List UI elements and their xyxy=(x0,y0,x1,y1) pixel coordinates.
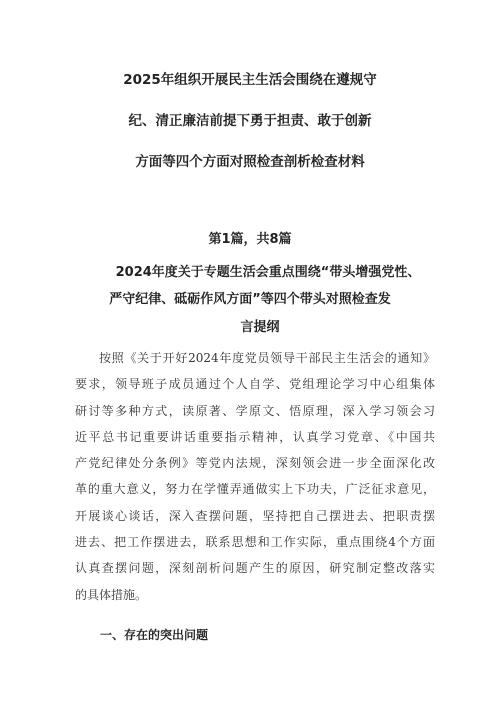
part-heading: 第1篇，共8篇 xyxy=(208,232,292,247)
body-line-8: 进去、把工作摆进去，联系思想和工作实际，重点围绕4个方面 xyxy=(75,535,435,550)
body-line-5: 产党纪律处分条例》等党内法规，深刻领会进一步全面深化改 xyxy=(75,456,435,471)
subtitle-line-3: 言提纲 xyxy=(240,320,280,335)
body-line-4: 近平总书记重要讲话重要指示精神，认真学习党章、《中国共 xyxy=(75,429,435,444)
subtitle-line-1: 2024年度关于专题生活会重点围绕“带头增强党性、 xyxy=(115,265,421,280)
body-line-2: 要求，领导班子成员通过个人自学、党组理论学习中心组集体 xyxy=(75,377,435,392)
document-title-line-1: 2025年组织开展民主生活会围绕在遵规守 xyxy=(123,72,377,88)
body-line-3: 研讨等多种方式，读原著、学原文、悟原理，深入学习领会习 xyxy=(75,403,435,418)
body-line-7: 开展谈心谈话，深入查摆问题，坚持把自己摆进去、把职责摆 xyxy=(75,508,435,523)
body-line-9: 认真查摆问题，深刻剖析问题产生的原因，研究制定整改落实 xyxy=(75,561,435,576)
document-title-line-2: 纪、清正廉洁前提下勇于担责、敢于创新 xyxy=(128,113,372,129)
body-line-6: 革的重大意义，努力在学懂弄通做实上下功夫，广泛征求意见， xyxy=(75,482,435,497)
document-title-line-3: 方面等四个方面对照检查剖析检查材料 xyxy=(135,154,365,170)
body-line-10: 的具体措施。 xyxy=(75,587,148,602)
section-heading: 一、存在的突出问题 xyxy=(100,628,209,642)
subtitle-line-2: 严守纪律、砥砺作风方面”等四个带头对照检查发 xyxy=(109,292,391,307)
body-paragraph xyxy=(75,345,435,608)
body-line-1: 按照《关于开好2024年度党员领导干部民主生活会的通知》 xyxy=(99,351,435,365)
